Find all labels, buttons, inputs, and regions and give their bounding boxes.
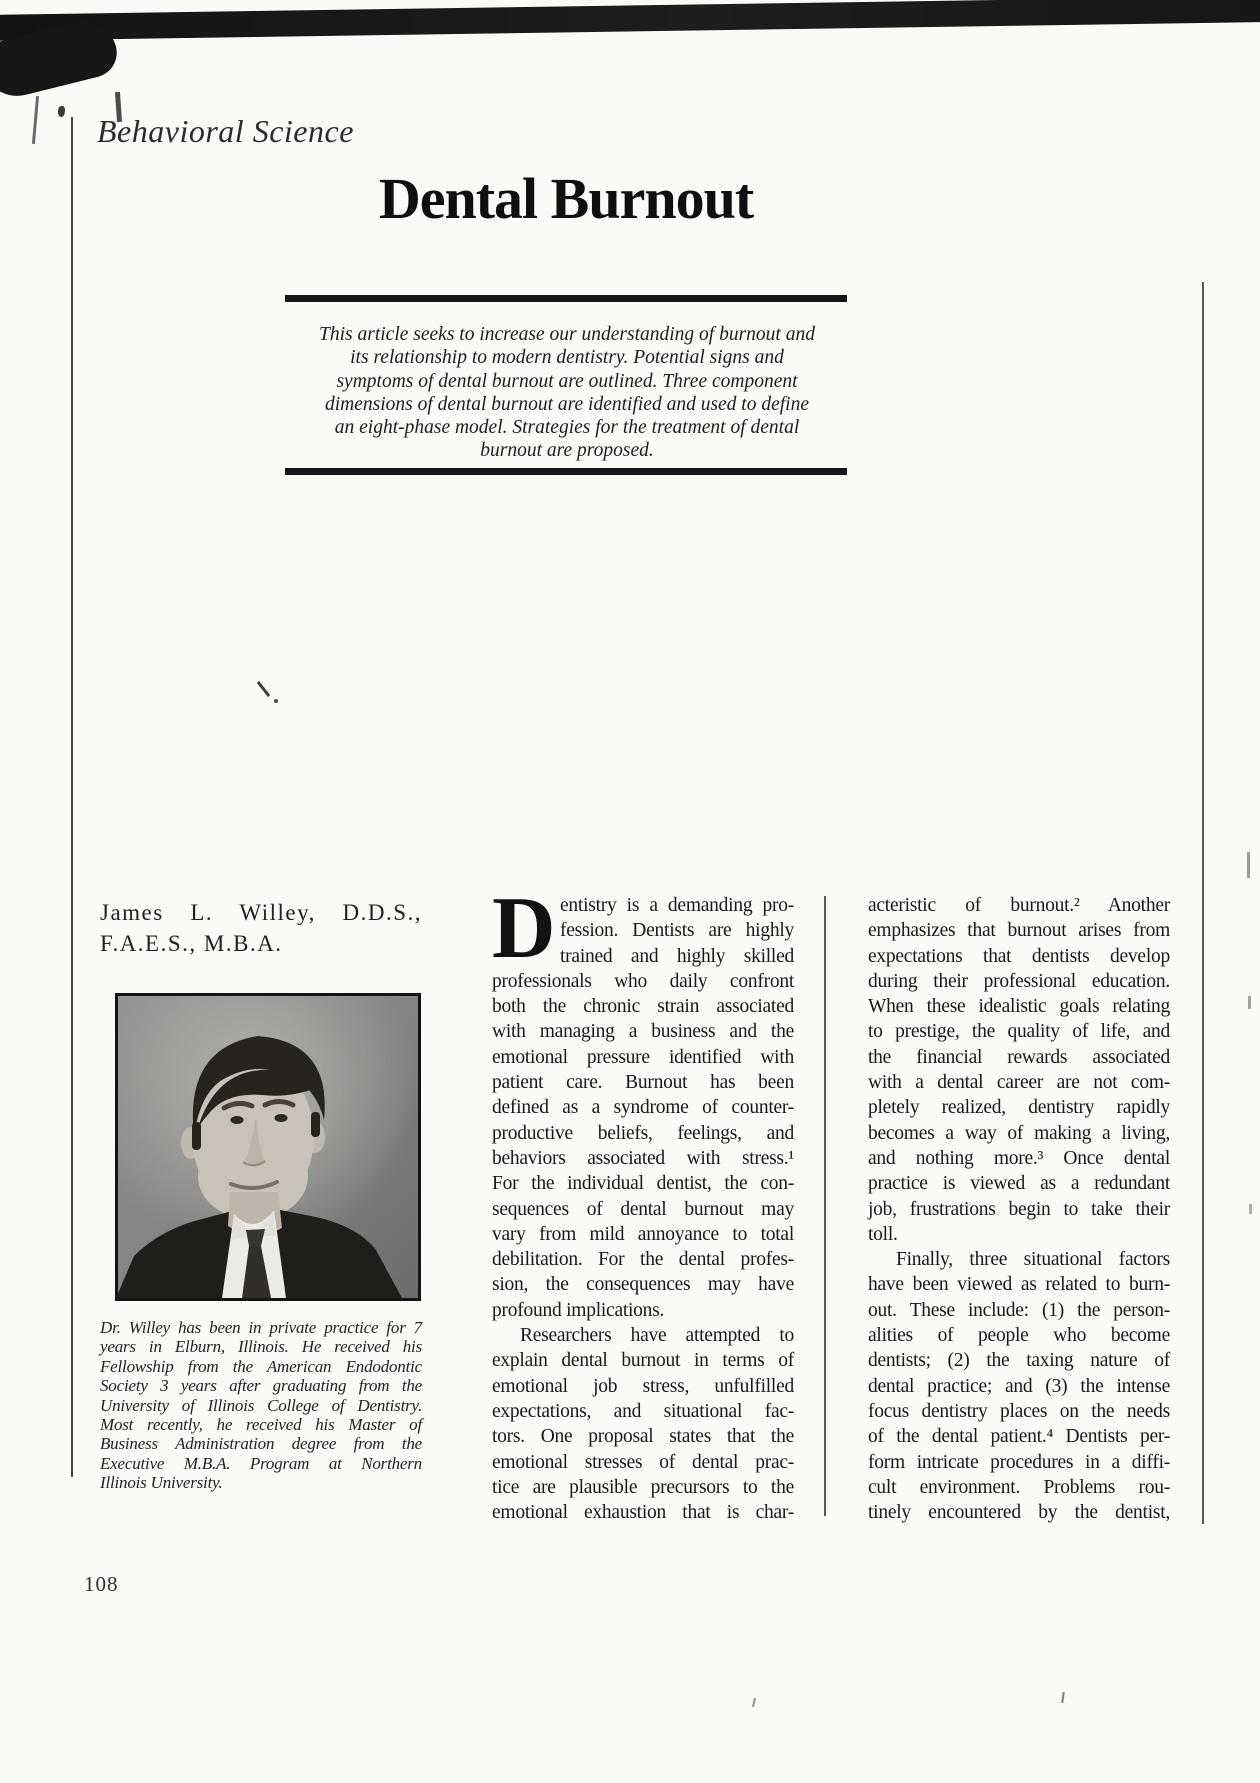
text-line: productive beliefs, feelings, and [492, 1122, 794, 1144]
page-edge-mark [1248, 996, 1251, 1009]
paragraph [492, 880, 794, 1323]
text-line: of the dental patient.⁴ Dentists per- [868, 1426, 1170, 1448]
text-line: defined as a syndrome of counter- [492, 1097, 794, 1119]
page-edge-mark [1247, 852, 1250, 878]
text-line: Researchers have attempted to [520, 1325, 794, 1347]
stray-ink-mark [1061, 1692, 1065, 1703]
text-line: practice is viewed as a redundant [868, 1173, 1170, 1195]
abstract-rule-top [285, 295, 847, 302]
text-line: expectations, and situational fac- [492, 1400, 794, 1422]
text-line: acteristic of burnout.² Another [868, 895, 1170, 916]
text-line: both the chronic strain associated [492, 996, 794, 1018]
abstract-line: symptoms of dental burnout are outlined. Three component [336, 370, 798, 392]
text-line: Finally, three situational factors [896, 1249, 1170, 1271]
text-line: explain dental burnout in terms of [492, 1350, 794, 1372]
author-name-line: F.A.E.S., M.B.A. [100, 931, 283, 956]
article-title: Dental Burnout [378, 166, 754, 231]
stray-ink-dot [274, 699, 278, 703]
author-bio [100, 1318, 422, 1493]
text-line: emotional exhaustion that is char- [492, 1502, 794, 1524]
bio-line: Fellowship from the American Endodontic [100, 1356, 422, 1376]
stray-ink-mark [752, 1698, 756, 1707]
text-line: and nothing more.³ Once dental [868, 1147, 1170, 1169]
text-line: patient care. Burnout has been [492, 1072, 794, 1094]
abstract-line: dimensions of dental burnout are identified and used to define [324, 393, 809, 415]
bio-line: Executive M.B.A. Program at Northern [100, 1453, 422, 1473]
body-column-2 [868, 893, 1170, 1525]
drop-cap: D [492, 880, 556, 977]
text-line: emotional job stress, unfulfilled [492, 1375, 794, 1397]
text-line: the financial rewards associated [868, 1046, 1170, 1068]
text-line: When these idealistic goals relating [868, 996, 1170, 1018]
text-line: sequences of dental burnout may [492, 1198, 794, 1220]
abstract-line: burnout are proposed. [480, 440, 654, 462]
bio-line: Business Administration degree from the [100, 1434, 422, 1454]
text-line: form intricate procedures in a diffi- [868, 1451, 1170, 1473]
text-line: have been viewed as related to burn- [868, 1274, 1170, 1296]
portrait-illustration [118, 996, 418, 1298]
author-name-line: James L. Willey, D.D.S., [100, 900, 422, 925]
text-line: tinely encountered by the dentist, [868, 1502, 1170, 1524]
text-line: job, frustrations begin to take their [868, 1198, 1170, 1220]
text-line: with a dental career are not com- [868, 1072, 1170, 1094]
text-line: fession. Dentists are highly [560, 920, 794, 942]
bio-line: Illinois University. [100, 1473, 223, 1493]
bio-line: Most recently, he received his Master of [100, 1415, 422, 1435]
text-line: emotional pressure identified with [492, 1046, 794, 1068]
left-border-rule [71, 117, 73, 1477]
page-edge-mark [1249, 1204, 1252, 1214]
text-line: alities of people who become [868, 1325, 1170, 1347]
bio-line: Dr. Willey has been in private practice for 7 [100, 1318, 422, 1337]
text-line: trained and highly skilled [560, 945, 794, 967]
text-line: emphasizes that burnout arises from [868, 920, 1170, 942]
section-label: Behavioral Science [97, 113, 354, 149]
scan-artifact-speck [58, 106, 65, 117]
scan-artifact-top-bar [0, 0, 1260, 41]
text-line: profound implications. [492, 1299, 665, 1321]
text-line: tors. One proposal states that the [492, 1426, 794, 1448]
text-line: entistry is a demanding pro- [560, 895, 794, 916]
stray-ink-mark [257, 681, 270, 697]
text-line: sion, the consequences may have [492, 1274, 794, 1296]
text-line: toll. [868, 1223, 898, 1245]
bio-line: Society 3 years after graduating from the [100, 1376, 422, 1396]
author-photo [115, 993, 421, 1301]
text-line: For the individual dentist, the con- [492, 1173, 794, 1195]
text-line: tice are plausible precursors to the [492, 1476, 794, 1498]
text-line: expectations that dentists develop [868, 945, 1170, 967]
paragraph [868, 893, 1170, 1247]
body-column-1 [492, 880, 794, 1525]
right-border-rule [1202, 282, 1204, 1524]
scan-artifact-drip [32, 96, 39, 144]
bio-line: University of Illinois College of Dentistry. [100, 1395, 422, 1415]
text-line: debilitation. For the dental profes- [492, 1249, 794, 1271]
text-line: professionals who daily confront [492, 970, 794, 992]
paragraph [868, 1247, 1170, 1525]
text-line: during their professional education. [868, 970, 1170, 992]
text-line: behaviors associated with stress.¹ [492, 1147, 794, 1169]
text-line: focus dentistry places on the needs [868, 1400, 1170, 1422]
abstract-rule-bottom [285, 468, 847, 475]
text-line: emotional stresses of dental prac- [492, 1451, 794, 1473]
column-divider-rule [824, 896, 826, 1516]
text-line: vary from mild annoyance to total [492, 1223, 794, 1245]
text-line: becomes a way of making a living, [868, 1122, 1170, 1144]
text-line: out. These include: (1) the person- [868, 1299, 1170, 1321]
paragraph [492, 1323, 794, 1525]
text-line: dental practice; and (3) the intense [868, 1375, 1170, 1397]
text-line: cult environment. Problems rou- [868, 1476, 1170, 1498]
bio-line: years in Elburn, Illinois. He received his [100, 1337, 422, 1357]
page-number: 108 [84, 1572, 119, 1596]
abstract-line: its relationship to modern dentistry. Potential signs and [350, 347, 784, 369]
abstract-line: This article seeks to increase our understanding of burnout and [319, 324, 815, 345]
abstract [292, 323, 842, 463]
abstract-line: an eight-phase model. Strategies for the treatment of dental [334, 417, 800, 439]
text-line: pletely realized, dentistry rapidly [868, 1097, 1170, 1119]
author-name [100, 897, 422, 959]
text-line: with managing a business and the [492, 1021, 794, 1043]
text-line: to prestige, the quality of life, and [868, 1021, 1170, 1043]
text-line: dentists; (2) the taxing nature of [868, 1350, 1170, 1372]
